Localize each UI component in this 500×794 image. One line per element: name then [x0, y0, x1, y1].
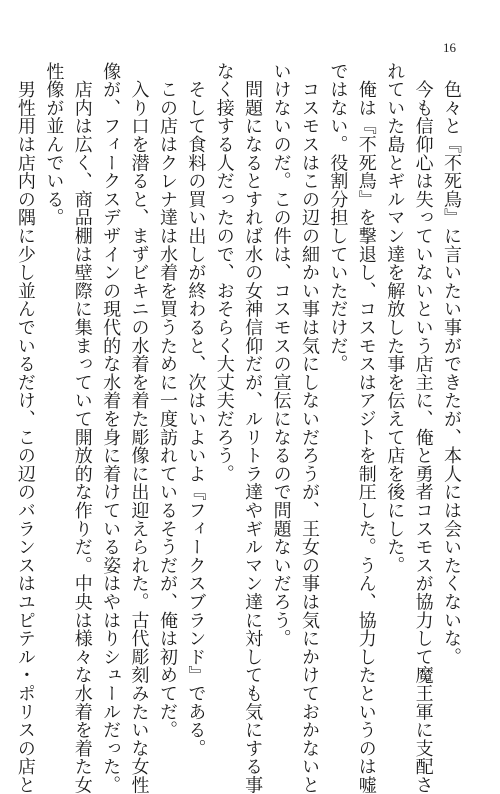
- text-line: れていた島とギルマン達を解放した事を伝えて店を後にした。: [384, 62, 406, 575]
- text-line: ではない。役割分担していただけだ。: [327, 62, 349, 374]
- vertical-text-body: [11, 62, 466, 794]
- text-line: 性像が並んでいる。: [43, 62, 65, 227]
- text-line: なく接する人だったので、おそらく大丈夫だろう。: [213, 62, 235, 483]
- page-number: 16: [443, 40, 456, 55]
- text-line: 今も信仰心は失っていないという店主に、俺と勇者コスモスが協力して魔王軍に支配さ: [412, 62, 434, 794]
- text-line: そして食料の買い出しが終わると、次はいよいよ『フィークスブランド』である。: [185, 62, 207, 758]
- text-line: この店はクレナ達は水着を買うために一度訪れているそうだが、俺は初めてだ。: [156, 62, 178, 740]
- text-line: 像が、フィークスデザインの現代的な水着を身に着けている姿はやはりシュールだった。: [100, 62, 122, 794]
- text-line: 男性用は店内の隅に少し並んでいるだけ、この辺のバランスはユピテル・ポリスの店と: [14, 62, 36, 794]
- text-line: 色々と『不死鳥』に言いたい事ができたが、本人には会いたくないな。: [441, 62, 462, 666]
- text-line: 問題になるとすれば水の女神信仰だが、ルリトラ達やギルマン達に対しても気にする事: [242, 62, 264, 794]
- text-line: 俺は『不死鳥』を撃退し、コスモスはアジトを制圧した。うん、協力したというのは嘘: [355, 62, 377, 794]
- text-line: いけないのだ。この件は、コスモスの宣伝になるので問題ないだろう。: [270, 62, 292, 648]
- text-line: 入り口を潜ると、まずビキニの水着を着た彫像に出迎えられた。古代彫刻みたいな女性: [128, 62, 150, 794]
- text-line: コスモスはこの辺の細かい事は気にしないだろうが、王女の事は気にかけておかないと: [298, 62, 320, 794]
- text-line: 店内は広く、商品棚は壁際に集まっていて開放的な作りだ。中央は様々な水着を着た女: [71, 62, 93, 794]
